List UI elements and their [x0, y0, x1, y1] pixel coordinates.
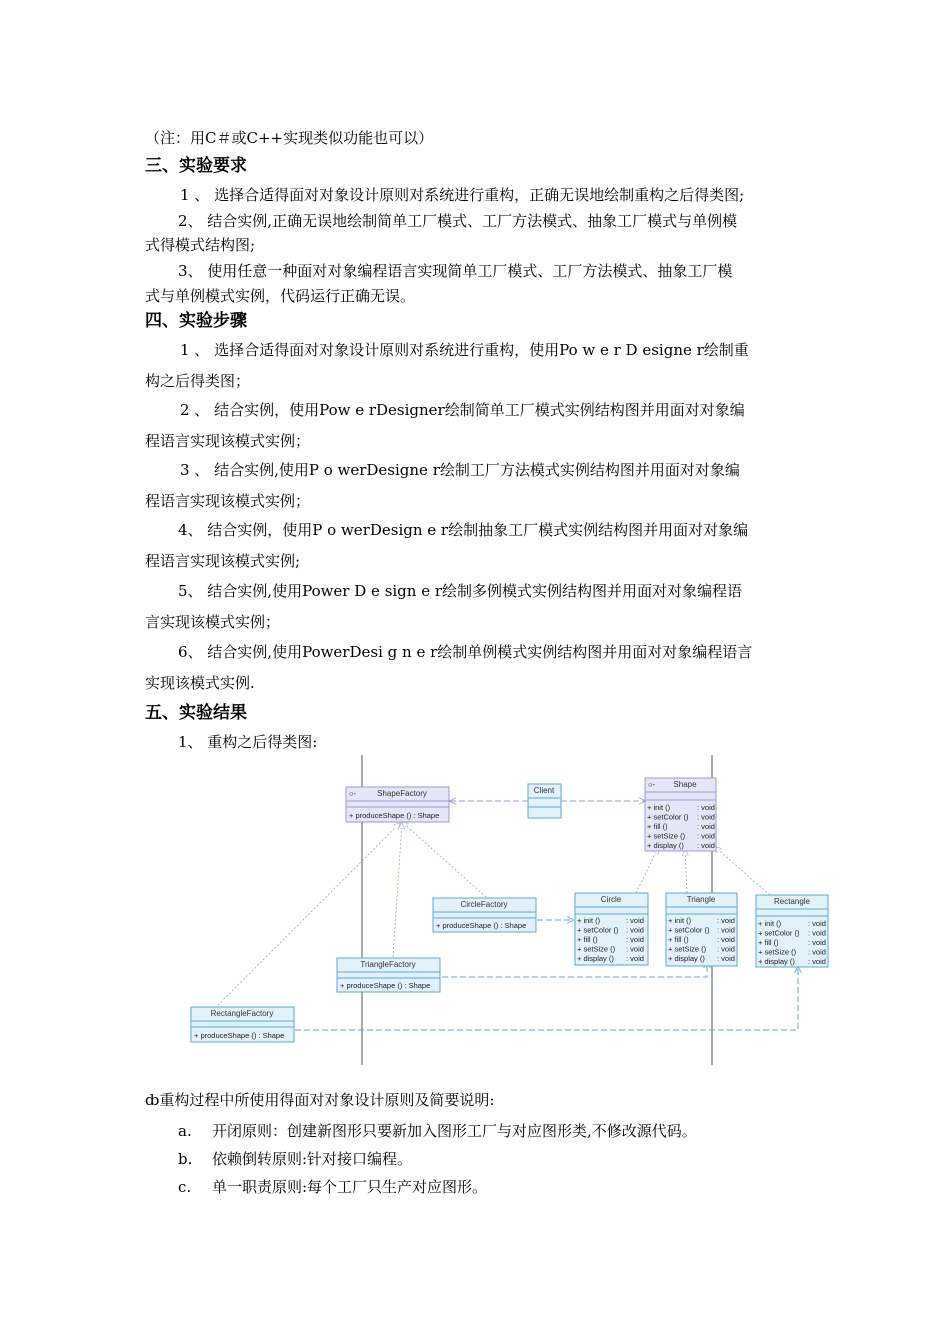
operation-return-type: : void — [697, 841, 715, 850]
class-circlefactory — [433, 898, 536, 932]
step-5-line2: 言实现该模式实例； — [145, 613, 281, 631]
operation-return-type: : void — [808, 947, 826, 957]
step-2-line2: 程语言实现该模式实例； — [145, 432, 311, 450]
circle-inherits-link — [636, 848, 658, 893]
step-3-line2: 程语言实现该模式实例； — [145, 492, 311, 510]
step-4-line1: 4、 结合实例，使用P o werDesign e r绘制抽象工厂模式实例结构图并用面对对象编 — [178, 521, 749, 539]
class-name: TriangleFactory — [360, 960, 416, 969]
step-4-line2: 程语言实现该模式实例; — [145, 552, 301, 570]
trianglefactory-inherits-link — [393, 823, 402, 957]
abstract-marker: ○- — [349, 789, 357, 798]
class-operation: + fill () — [647, 822, 668, 831]
class-name: Client — [533, 786, 555, 795]
requirement-2-line1: 2、 结合实例,正确无误地绘制简单工厂模式、工厂方法模式、抽象工厂模式与单例模 — [178, 212, 738, 230]
operation-return-type: : void — [808, 957, 826, 966]
class-operation: + fill () — [758, 938, 779, 947]
class-operation: + produceShape () : Shape — [349, 811, 440, 820]
class-operation: + setSize () — [577, 944, 616, 954]
operation-return-type: : void — [697, 822, 715, 831]
step-3-line1: 3 、 结合实例,使用P o werDesigne r绘制工厂方法模式实例结构图并用面对对象编 — [180, 461, 740, 479]
class-operation: + init () — [577, 916, 601, 925]
class-circle — [575, 893, 648, 965]
operation-return-type: : void — [697, 831, 715, 841]
operation-return-type: : void — [717, 925, 735, 935]
class-shape — [645, 778, 716, 851]
operation-return-type: : void — [808, 938, 826, 947]
class-client — [528, 784, 561, 818]
class-operation: + setSize () — [647, 831, 686, 841]
principles-intro: ȸ重构过程中所使用得面对对象设计原则及简要说明: — [145, 1091, 495, 1109]
rectangle-inherits-link — [715, 847, 770, 895]
section-title-results: 五、实验结果 — [145, 703, 247, 723]
requirement-1: 1 、 选择合适得面对对象设计原则对系统进行重构，正确无误地绘制重构之后得类图; — [180, 186, 745, 204]
operation-return-type: : void — [626, 954, 644, 963]
class-operation: + display () — [668, 954, 705, 963]
operation-return-type: : void — [626, 944, 644, 954]
class-operation: + setSize () — [758, 947, 797, 957]
class-operation: + setColor () — [758, 928, 800, 938]
class-operation: + produceShape () : Shape — [340, 981, 431, 990]
class-operation: + fill () — [668, 935, 689, 944]
operation-return-type: : void — [697, 812, 715, 822]
class-triangle — [666, 893, 737, 966]
class-name: Triangle — [686, 895, 716, 904]
step-1-line2: 构之后得类图； — [145, 372, 251, 390]
section-title-requirements: 三、实验要求 — [145, 156, 247, 176]
principle-text: 依赖倒转原则:针对接口编程。 — [212, 1150, 413, 1168]
principle-text: 开闭原则：创建新图形只要新加入图形工厂与对应图形类,不修改源代码。 — [212, 1122, 697, 1140]
class-operation: + setSize () — [668, 944, 707, 954]
step-5-line1: 5、 结合实例,使用Power D e sign e r绘制多例模式实例结构图并用面对对象编程语 — [178, 582, 743, 600]
class-operation: + init () — [647, 803, 671, 812]
class-diagram — [180, 755, 840, 1065]
requirement-3-line2: 式与单例模式实例，代码运行正确无误。 — [145, 287, 416, 305]
result-1: 1、 重构之后得类图: — [178, 733, 318, 751]
operation-return-type: : void — [697, 803, 715, 812]
step-6-line2: 实现该模式实例. — [145, 674, 255, 692]
requirement-3-line1: 3、 使用任意一种面对对象编程语言实现简单工厂模式、工厂方法模式、抽象工厂模 — [178, 262, 733, 280]
class-operation: + produceShape () : Shape — [436, 921, 527, 930]
class-operation: + fill () — [577, 935, 598, 944]
class-trianglefactory — [337, 958, 440, 992]
class-operation: + produceShape () : Shape — [194, 1031, 285, 1040]
class-operation: + setColor () — [647, 812, 689, 822]
operation-return-type: : void — [626, 925, 644, 935]
step-2-line1: 2 、 结合实例，使用Pow e rDesigner绘制简单工厂模式实例结构图并用面对对象编 — [180, 401, 745, 419]
class-name: Shape — [673, 780, 697, 789]
principle-label: a. — [178, 1122, 192, 1140]
class-name: CircleFactory — [460, 900, 508, 909]
class-operation: + display () — [758, 957, 795, 966]
principle-label: c. — [178, 1178, 192, 1196]
class-name: ShapeFactory — [377, 789, 427, 798]
operation-return-type: : void — [717, 944, 735, 954]
note-text: （注：用C＃或C++实现类似功能也可以） — [145, 129, 434, 147]
class-rectangle — [756, 895, 828, 967]
operation-return-type: : void — [626, 916, 644, 925]
triangle-inherits-link — [685, 850, 687, 893]
principle-label: b. — [178, 1150, 193, 1168]
class-rectanglefactory — [191, 1007, 294, 1042]
class-name: Rectangle — [773, 897, 811, 906]
class-name: RectangleFactory — [210, 1009, 274, 1018]
class-shapefactory — [346, 787, 449, 822]
class-operation: + setColor () — [668, 925, 710, 935]
operation-return-type: : void — [717, 954, 735, 963]
class-operation: + display () — [647, 841, 684, 850]
operation-return-type: : void — [626, 935, 644, 944]
section-title-steps: 四、实验步骤 — [145, 311, 247, 331]
principle-text: 单一职责原则:每个工厂只生产对应图形。 — [212, 1178, 488, 1196]
step-1-line1: 1 、 选择合适得面对对象设计原则对系统进行重构，使用Po w e r D esigne r绘制重 — [180, 341, 749, 359]
class-operation: + init () — [668, 916, 692, 925]
class-operation: + init () — [758, 919, 782, 928]
class-operation: + display () — [577, 954, 614, 963]
class-operation: + setColor () — [577, 925, 619, 935]
abstract-marker: ○- — [648, 780, 656, 789]
requirement-2-line2: 式得模式结构图; — [145, 236, 256, 254]
class-name: Circle — [600, 895, 622, 904]
circlefactory-inherits-link — [402, 822, 486, 897]
operation-return-type: : void — [717, 916, 735, 925]
operation-return-type: : void — [808, 919, 826, 928]
step-6-line1: 6、 结合实例,使用PowerDesi g n e r绘制单例模式实例结构图并用面对对象编程语言 — [178, 643, 753, 661]
operation-return-type: : void — [808, 928, 826, 938]
operation-return-type: : void — [717, 935, 735, 944]
